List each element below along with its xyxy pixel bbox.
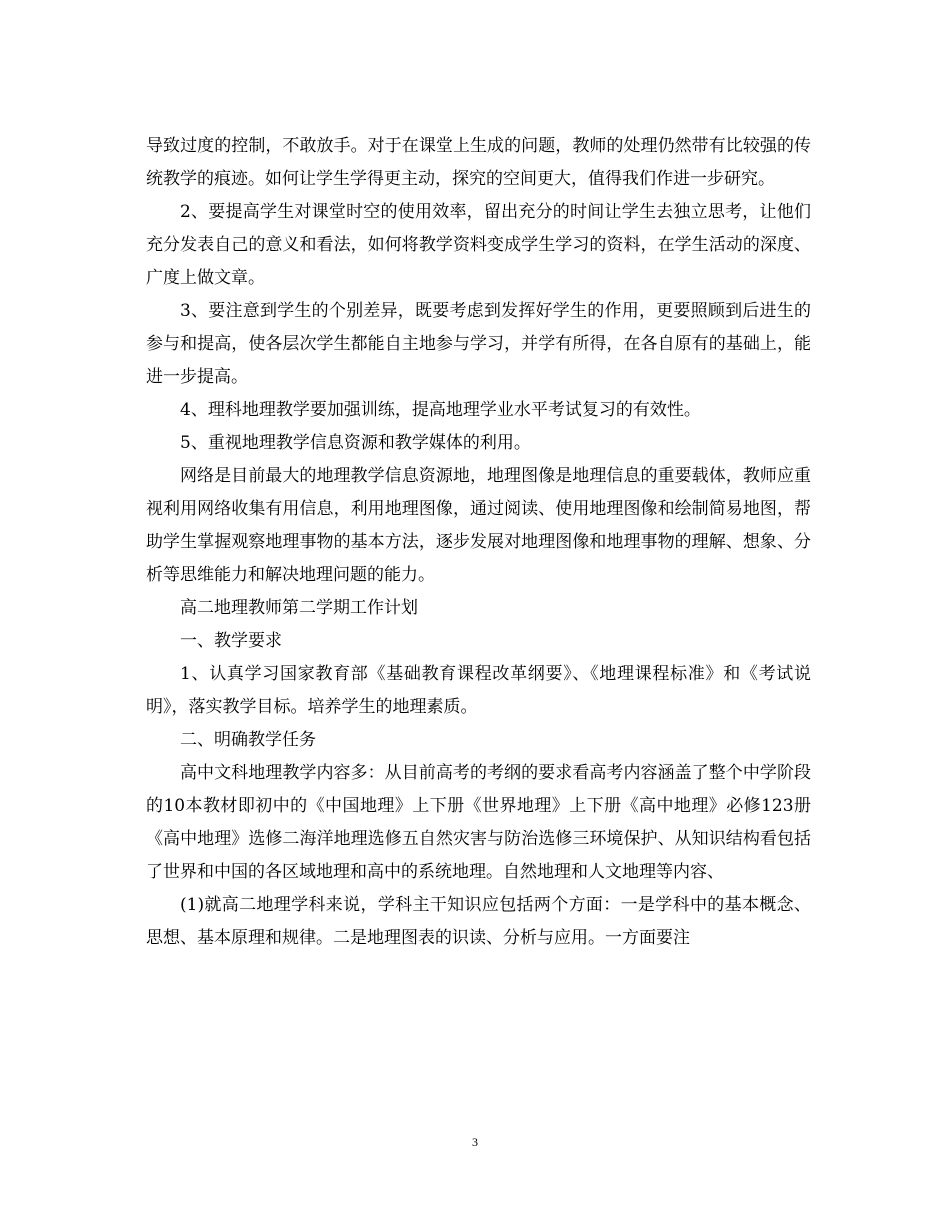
paragraph: 1、认真学习国家教育部《基础教育课程改革纲要》、《地理课程标准》和《考试说明》，落实教学目标。培养学生的地理素质。 [146, 664, 811, 717]
document-body [146, 130, 811, 955]
paragraph: 3、要注意到学生的个别差异，既要考虑到发挥好学生的作用，更要照顾到后进生的参与和提高，使各层次学生都能自主地参与学习，并学有所得，在各自原有的基础上，能进一步提高。 [146, 301, 811, 387]
paragraph: 2、要提高学生对课堂时空的使用效率，留出充分的时间让学生去独立思考，让他们充分发表自己的意义和看法，如何将教学资料变成学生学习的资料，在学生活动的深度、广度上做文章。 [146, 202, 811, 288]
paragraph: 5、重视地理教学信息资源和教学媒体的利用。 [180, 433, 531, 453]
paragraph: 导致过度的控制，不敢放手。对于在课堂上生成的问题，教师的处理仍然带有比较强的传统教学的痕迹。如何让学生学得更主动，探究的空间更大，值得我们作进一步研究。 [146, 136, 811, 189]
paragraph: 4、理科地理教学要加强训练，提高地理学业水平考试复习的有效性。 [180, 400, 701, 420]
paragraph: 高中文科地理教学内容多：从目前高考的考纲的要求看高考内容涵盖了整个中学阶段的10本教材即初中的《中国地理》上下册《世界地理》上下册《高中地理》必修123册《高中地理》选修二海洋地理选修五自然灾害与防治选修三环境保护、从知识结构看包括了世界和中国的各区域地理和高中的系统地理。自然地理和人文地理等内容、 [146, 763, 811, 882]
paragraph: 网络是目前最大的地理教学信息资源地，地理图像是地理信息的重要载体，教师应重视利用网络收集有用信息，利用地理图像，通过阅读、使用地理图像和绘制简易地图，帮助学生掌握观察地理事物的基本方法，逐步发展对地理图像和地理事物的理解、想象、分析等思维能力和解决地理问题的能力。 [146, 466, 811, 585]
section-heading: 二、明确教学任务 [180, 730, 316, 750]
paragraph: (1)就高二地理学科来说，学科主干知识应包括两个方面：一是学科中的基本概念、思想、基本原理和规律。二是地理图表的识读、分析与应用。一方面要注 [146, 895, 811, 948]
section-heading: 一、教学要求 [180, 631, 282, 651]
section-heading: 高二地理教师第二学期工作计划 [180, 598, 418, 618]
page-number: 3 [472, 1135, 478, 1149]
